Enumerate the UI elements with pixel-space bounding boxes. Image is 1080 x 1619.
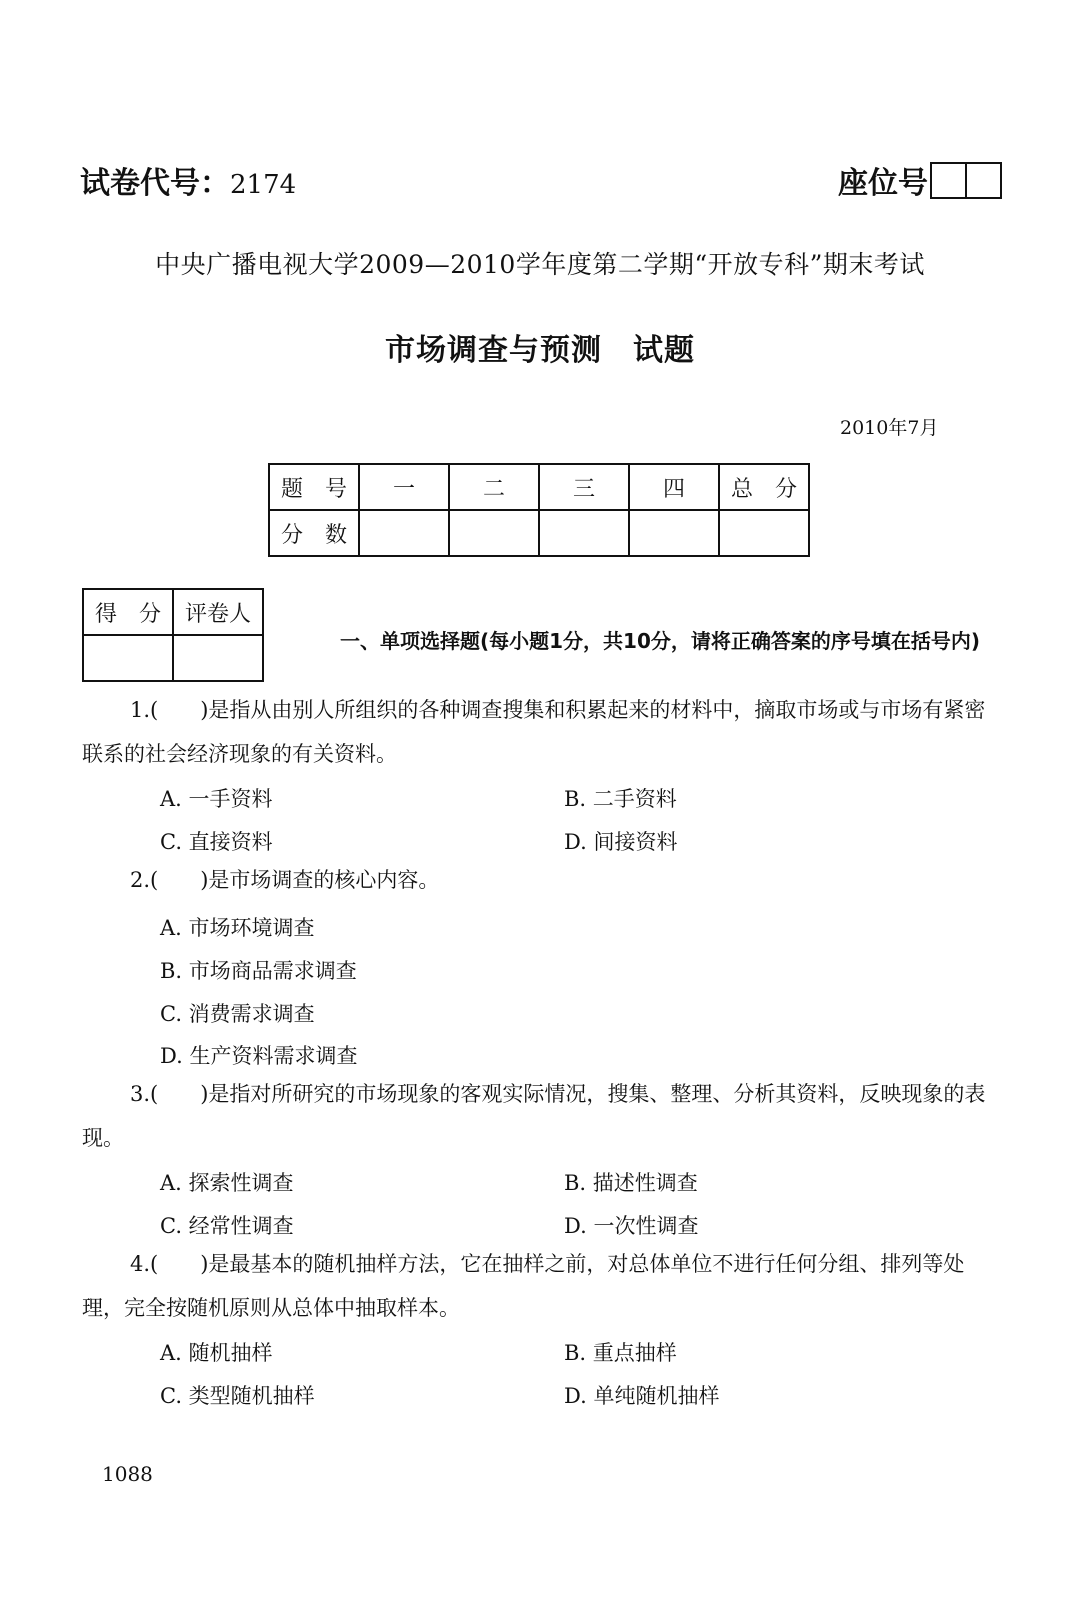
score-cell: 一 — [359, 464, 449, 510]
score-cell: 四 — [629, 464, 719, 510]
option: A. 随机抽样 — [160, 1341, 273, 1365]
option: C. 直接资料 — [160, 830, 273, 854]
score-blank — [449, 510, 539, 556]
paper-code-value: 2174 — [230, 170, 297, 200]
score-table-value-row — [269, 510, 809, 556]
question-text: 是市场调查的核心内容。 — [208, 868, 440, 892]
seat-number-label: 座位号 — [838, 166, 928, 201]
section-title: 一、单项选择题(每小题1分，共10分，请将正确答案的序号填在括号内) — [340, 629, 981, 653]
grader-name-header: 评卷人 — [173, 589, 263, 635]
option: C. 消费需求调查 — [160, 1002, 315, 1026]
question-text: 是最基本的随机抽样方法，它在抽样之前，对总体单位不进行任何分组、排列等处理，完全按随机原则从总体中抽取样本。 — [82, 1252, 965, 1320]
paper-code-label: 试卷代号 — [80, 166, 200, 201]
option: B. 二手资料 — [564, 787, 677, 811]
grader-blank — [173, 635, 263, 681]
question-text: 是指对所研究的市场现象的客观实际情况，搜集、整理、分析其资料，反映现象的表现。 — [82, 1082, 986, 1150]
score-cell: 题 号 — [269, 464, 359, 510]
score-blank — [539, 510, 629, 556]
score-blank — [719, 510, 809, 556]
score-table-header-row — [269, 464, 809, 510]
option: D. 单纯随机抽样 — [564, 1384, 720, 1408]
option: A. 一手资料 — [160, 787, 273, 811]
option: B. 描述性调查 — [564, 1171, 698, 1195]
seat-number — [838, 158, 1002, 202]
option: A. 探索性调查 — [160, 1171, 294, 1195]
option: A. 市场环境调查 — [160, 916, 315, 940]
question-number: 4.( ) — [130, 1252, 209, 1276]
question-text: 是指从由别人所组织的各种调查搜集和积累起来的材料中，摘取市场或与市场有紧密联系的社会经济现象的有关资料。 — [82, 698, 986, 766]
paper-title: 市场调查与预测 试题 — [385, 333, 695, 368]
score-table — [268, 463, 810, 557]
score-blank — [629, 510, 719, 556]
option: D. 一次性调查 — [564, 1214, 699, 1238]
question-number: 3.( ) — [130, 1082, 209, 1106]
question-number: 1.( ) — [130, 698, 209, 722]
option: D. 间接资料 — [564, 830, 678, 854]
option: B. 市场商品需求调查 — [160, 959, 357, 983]
grader-score-header: 得 分 — [83, 589, 173, 635]
option: D. 生产资料需求调查 — [160, 1044, 358, 1068]
score-cell: 总 分 — [719, 464, 809, 510]
question-1 — [82, 688, 1002, 776]
option: C. 类型随机抽样 — [160, 1384, 315, 1408]
score-cell: 二 — [449, 464, 539, 510]
score-cell: 分 数 — [269, 510, 359, 556]
option: C. 经常性调查 — [160, 1214, 294, 1238]
question-number: 2.( ) — [130, 868, 209, 892]
page-number: 1088 — [102, 1462, 153, 1486]
question-4 — [82, 1242, 1002, 1330]
grader-blank — [83, 635, 173, 681]
paper-code: 试卷代号：2174 — [80, 166, 297, 201]
seat-number-boxes — [930, 162, 1002, 199]
grader-table — [82, 588, 264, 682]
question-3 — [82, 1072, 1002, 1160]
question-2 — [82, 858, 1002, 902]
score-blank — [359, 510, 449, 556]
option: B. 重点抽样 — [564, 1341, 677, 1365]
exam-date: 2010年7月 — [840, 417, 939, 439]
score-cell: 三 — [539, 464, 629, 510]
exam-title: 中央广播电视大学2009—2010学年度第二学期“开放专科”期末考试 — [155, 250, 925, 279]
